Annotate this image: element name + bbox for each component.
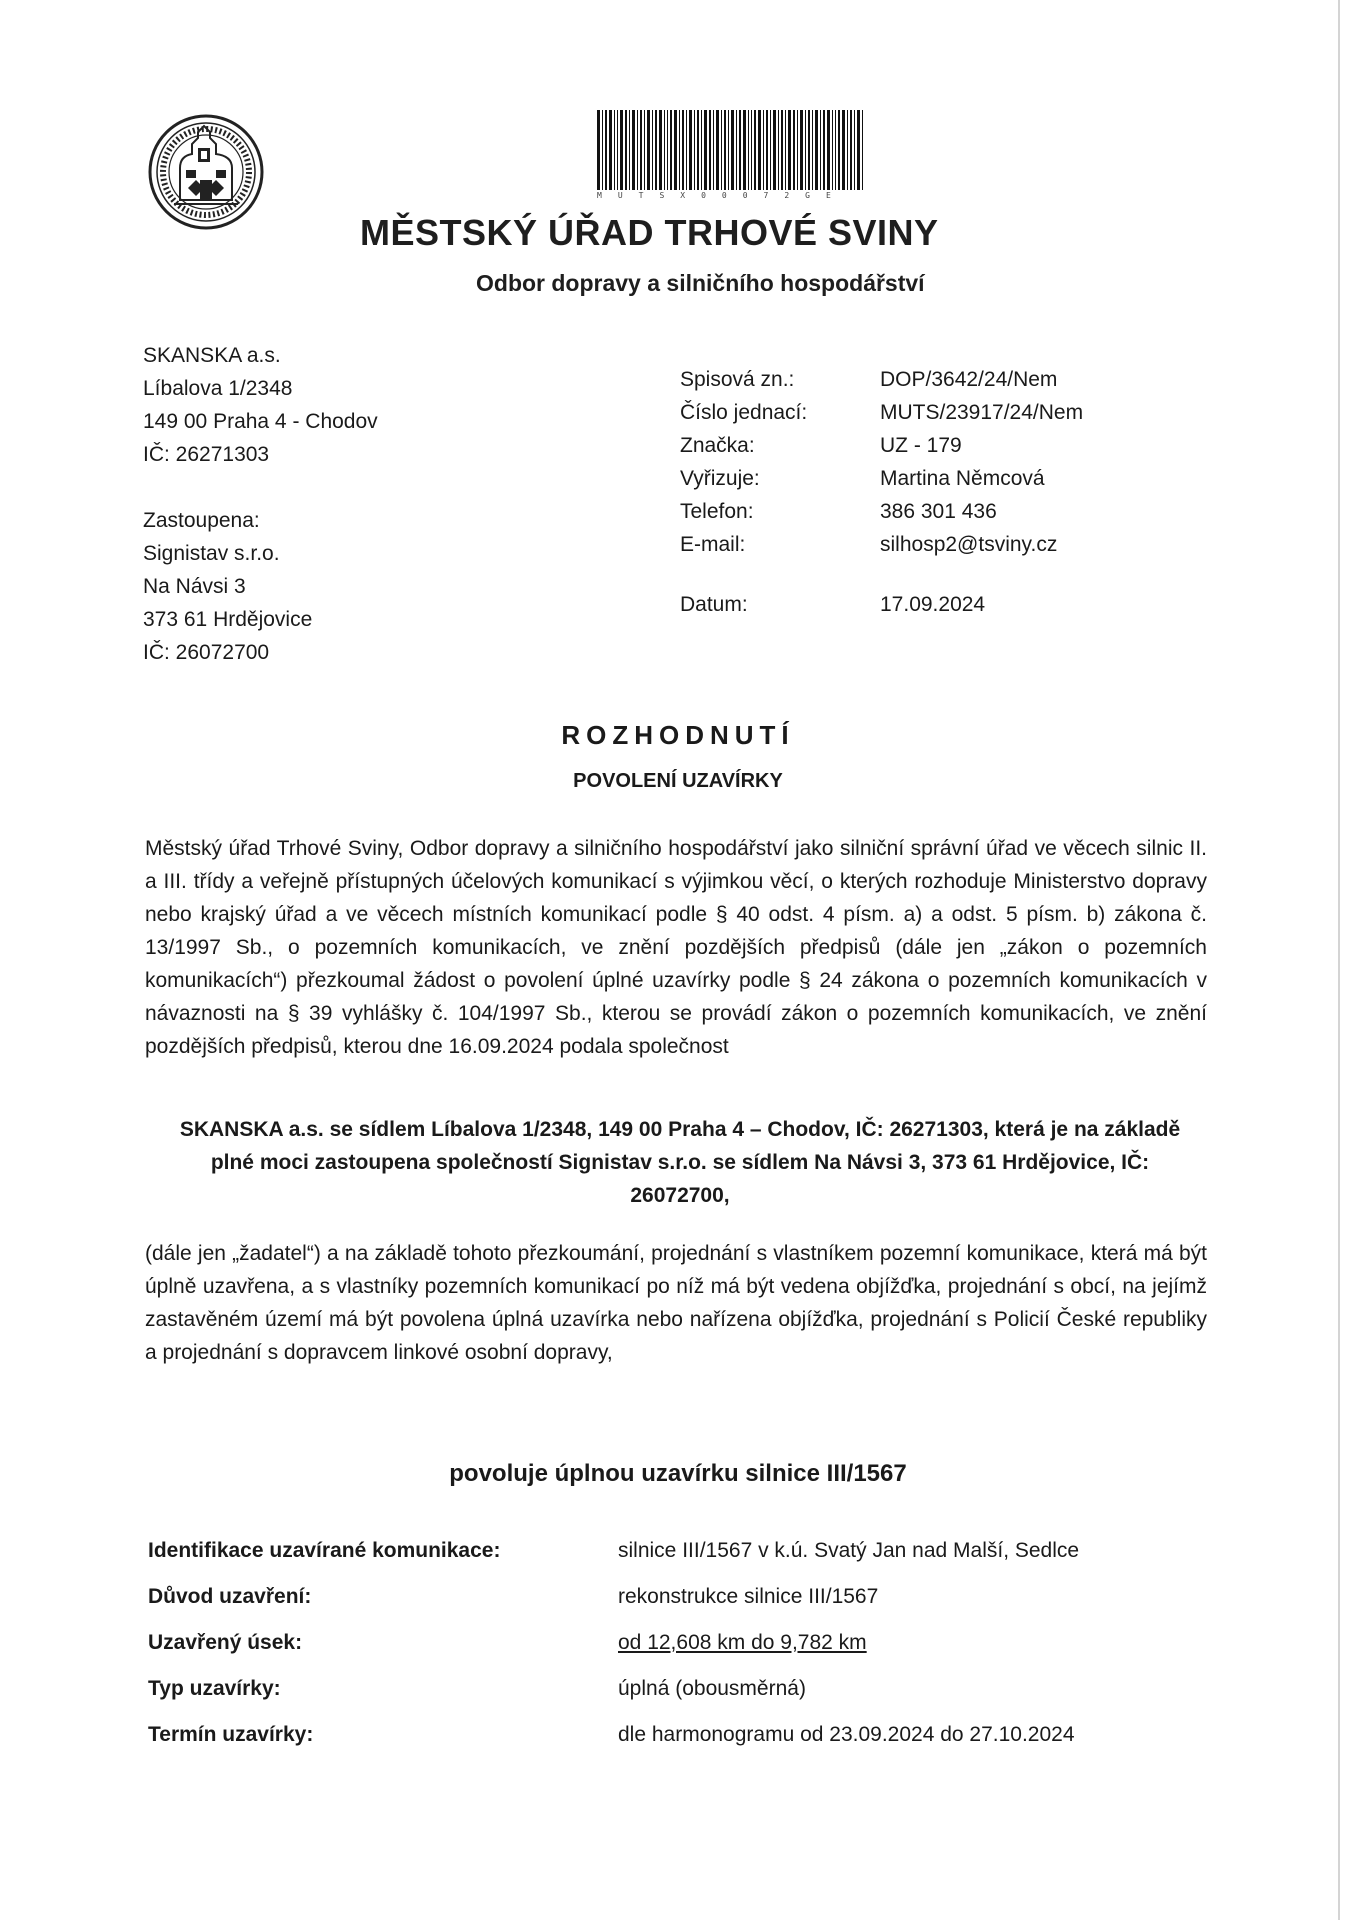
decision-title: ROZHODNUTÍ (561, 720, 795, 750)
file-info-label: Číslo jednací: (680, 401, 808, 424)
detail-value: silnice III/1567 v k.ú. Svatý Jan nad Malší, Sedlce (618, 1539, 1080, 1562)
office-title: MĚSTSKÝ ÚŘAD TRHOVÉ SVINY (360, 212, 939, 253)
file-info-row (680, 528, 1180, 561)
file-info-value: Martina Němcová (880, 467, 1045, 490)
detail-row (148, 1574, 1178, 1620)
file-info-value: silhosp2@tsviny.cz (880, 533, 1058, 556)
date-label: Datum: (680, 593, 748, 616)
address-line: Zastoupena: (143, 509, 260, 532)
address-line: IČ: 26072700 (143, 641, 270, 664)
detail-label: Uzavřený úsek: (148, 1631, 303, 1654)
file-info-row (680, 495, 1180, 528)
detail-value: úplná (obousměrná) (618, 1677, 806, 1700)
file-info (680, 363, 1180, 621)
detail-label: Důvod uzavření: (148, 1585, 312, 1608)
file-info-value: 386 301 436 (880, 500, 997, 523)
detail-label: Identifikace uzavírané komunikace: (148, 1539, 501, 1562)
detail-row (148, 1712, 1178, 1758)
detail-value: dle harmonogramu od 23.09.2024 do 27.10.2024 (618, 1723, 1075, 1746)
file-info-row (680, 462, 1180, 495)
permit-statement: povoluje úplnou uzavírku silnice III/1567 (449, 1460, 907, 1487)
file-info-row (680, 396, 1180, 429)
applicant-paragraph: SKANSKA a.s. se sídlem Líbalova 1/2348, 149 00 Praha 4 – Chodov, IČ: 26271303, která je na základě plné moci zastoupena společností Signistav s.r.o. se sídlem Na Návsi 3, 373 61 Hrdějovice, IČ: 26072700, (179, 1118, 1181, 1207)
date-value: 17.09.2024 (880, 593, 986, 616)
address-line: Na Návsi 3 (143, 575, 246, 598)
address-line: Signistav s.r.o. (143, 542, 280, 565)
detail-row (148, 1620, 1178, 1666)
address-line: SKANSKA a.s. (143, 344, 281, 367)
detail-value: rekonstrukce silnice III/1567 (618, 1585, 879, 1608)
file-info-row (680, 429, 1180, 462)
address-line: IČ: 26271303 (143, 443, 270, 466)
detail-label: Typ uzavírky: (148, 1677, 281, 1700)
file-info-label: Spisová zn.: (680, 368, 795, 391)
detail-value: od 12,608 km do 9,782 km (618, 1631, 867, 1654)
barcode-icon (597, 110, 863, 190)
file-info-label: Vyřizuje: (680, 467, 760, 490)
detail-row (148, 1666, 1178, 1712)
file-info-value: DOP/3642/24/Nem (880, 368, 1058, 391)
address-line: 373 61 Hrdějovice (143, 608, 313, 631)
town-seal-icon (146, 108, 266, 238)
file-info-label: E-mail: (680, 533, 746, 556)
file-info-label: Značka: (680, 434, 755, 457)
address-line: Líbalova 1/2348 (143, 377, 293, 400)
consultations-paragraph: (dále jen „žadatel“) a na základě tohoto přezkoumání, projednání s vlastníkem pozemní komunikace, která má být úplně uzavřena, a s vlastníky pozemních komunikací po níž má být vedena objížďka, projednání s obcí, na jejímž zastavěném území má být povolena úplná uzavírka nebo nařízena objížďka, projednání s Policií České republiky a projednání s dopravcem linkové osobní dopravy, (145, 1242, 1207, 1364)
barcode-number: MUTSX00072GE (597, 191, 847, 200)
file-info-label: Telefon: (680, 500, 754, 523)
intro-paragraph: Městský úřad Trhové Sviny, Odbor dopravy a silničního hospodářství jako silniční správní úřad ve věcech silnic II. a III. třídy a veřejně přístupných účelových komunikací s výjimkou věcí, o kterých rozhoduje Ministerstvo dopravy nebo krajský úřad a ve věcech místních komunikací podle § 40 odst. 4 písm. a) a odst. 5 písm. b) zákona č. 13/1997 Sb., o pozemních komunikacích, ve znění pozdějších předpisů (dále jen „zákon o pozemních komunikacích“) přezkoumal žádost o povolení úplné uzavírky podle § 24 zákona o pozemních komunikacích v návaznosti na § 39 vyhlášky č. 104/1997 Sb., kterou se provádí zákon o pozemních komunikacích, ve znění pozdějších předpisů, kterou dne 16.09.2024 podala společnost (145, 837, 1207, 1058)
decision-subtitle: POVOLENÍ UZAVÍRKY (573, 770, 783, 792)
department-name: Odbor dopravy a silničního hospodářství (476, 270, 925, 296)
date-row (680, 588, 1180, 621)
scan-edge-line (1338, 0, 1340, 1920)
detail-row (148, 1528, 1178, 1574)
closure-details (148, 1528, 1178, 1758)
file-info-value: UZ - 179 (880, 434, 962, 457)
address-line: 149 00 Praha 4 - Chodov (143, 410, 378, 433)
file-info-value: MUTS/23917/24/Nem (880, 401, 1084, 424)
address-spacer (143, 471, 378, 504)
file-info-row (680, 363, 1180, 396)
recipient-address (143, 339, 378, 669)
detail-label: Termín uzavírky: (148, 1723, 314, 1746)
